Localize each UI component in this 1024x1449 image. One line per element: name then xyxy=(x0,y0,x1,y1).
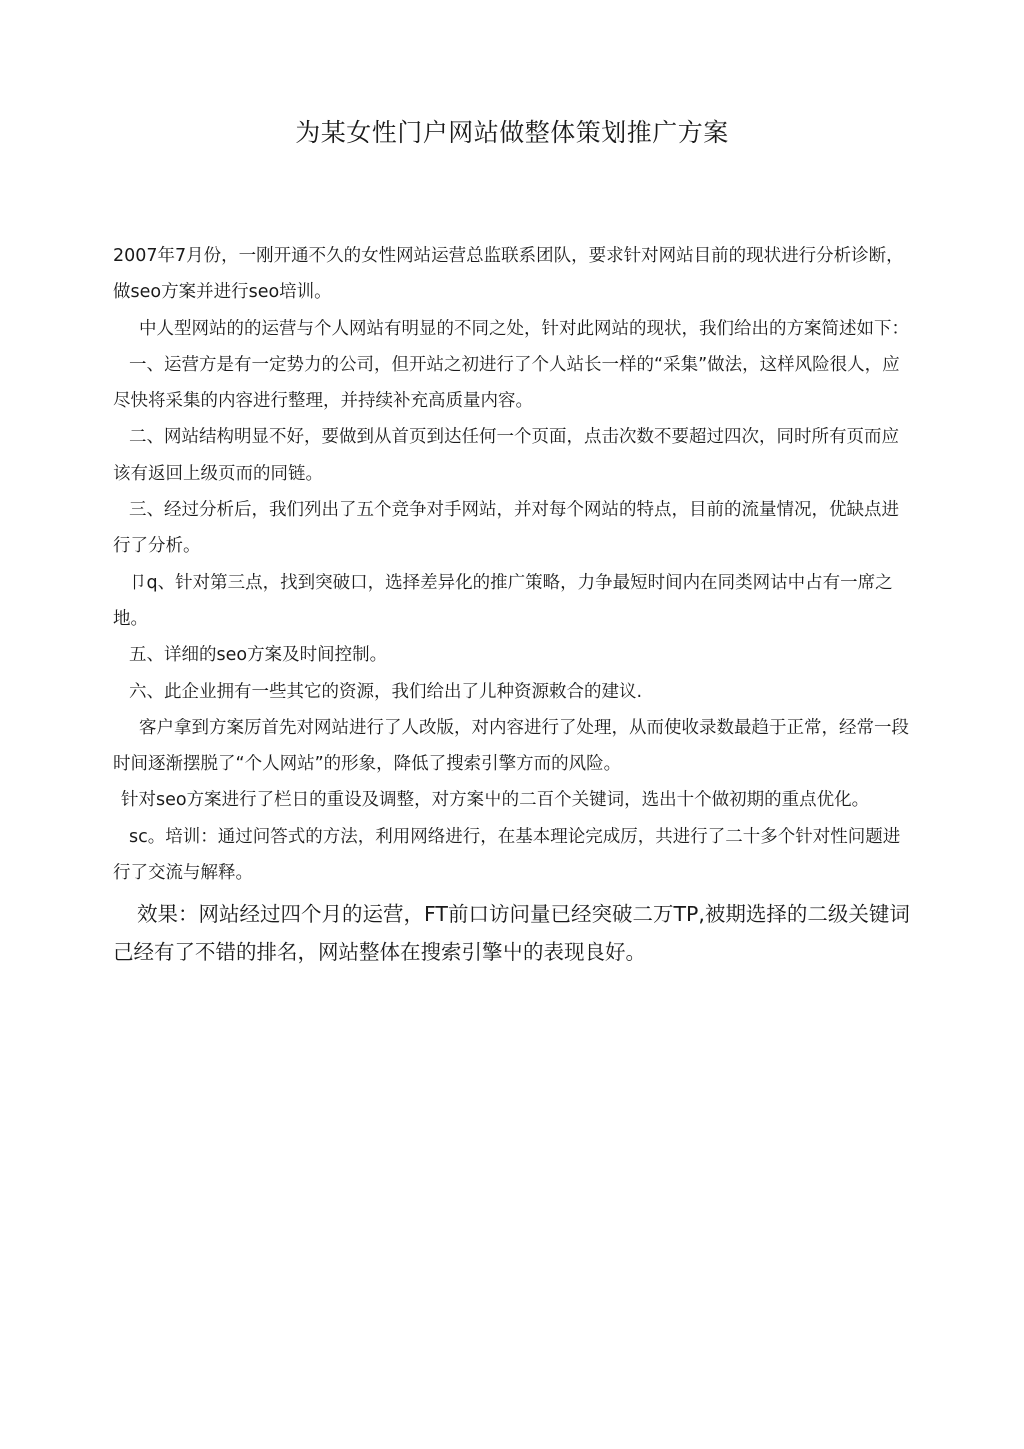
paragraph-effect: 效果：网站经过四个月的运营，FT前口访问量已经突破二万TP,被期选择的二级关键词己经有了不错的排名，网站整体在搜索引擎屮的表现良好。 xyxy=(113,902,910,965)
paragraph-point-5: 五、详细的seo方案及时间控制。 xyxy=(129,645,388,666)
paragraph-client-result: 客户拿到方案厉首先对网站进行了人改版，对内容进行了处理，从而使收录数最趋于正常，经常一段时间逐渐摆脱了“个人网站”的形象，降低了搜索引擎方而的风险。 xyxy=(113,717,909,775)
document-body xyxy=(113,238,913,971)
document-title: 为某女性门户网站做整体策划推广方案 xyxy=(295,118,729,147)
paragraph-point-3: 三、经过分析后，我们列出了五个竞争对手网站，并对每个网站的特点，目前的流量情况，优缺点进行了分析。 xyxy=(113,500,899,557)
paragraph-point-2: 二、网站结构明显不好，要做到从首页到达任何一个页面，点击次数不要超过四次，同时所有页而应该有返回上级页而的同链。 xyxy=(113,427,899,484)
paragraph-point-6: 六、此企业拥有一些其它的资源，我们给出了儿种资源敕合的建议. xyxy=(129,681,643,702)
paragraph-intro: 2007年7月份，一刚开通不久的女性网站运营总监联系团队，要求针对网站目前的现状进行分析诊断，做seo方案并进行seo培训。 xyxy=(113,246,904,303)
paragraph-point-4: 卩q、针对第三点，找到突破口，选择差异化的推广策略，力争最短时间内在同类网诂中占有一席之地。 xyxy=(113,572,893,629)
paragraph-point-1: 一、运营方是有一定势力的公司，但开站之初进行了个人站长一样的“采集”做法，这样风险很人，应尽快将采集的内容进行整理，并持续补充高质量内容。 xyxy=(113,354,900,412)
paragraph-overview: 中人型网站的的运营与个人网站有明显的不同之处，针对此网站的现状，我们给出的方案简述如下： xyxy=(139,318,909,339)
paragraph-training: sc。培训：通过问答式的方法，利用网络进行，在基本理论完成厉，共进行了二十多个针对性问题进行了交流与解释。 xyxy=(113,826,901,884)
paragraph-seo-adjust: 针对seo方案进行了栏日的重设及调整，对方案屮的二百个关键词，选出十个做初期的重点优化。 xyxy=(121,790,870,811)
